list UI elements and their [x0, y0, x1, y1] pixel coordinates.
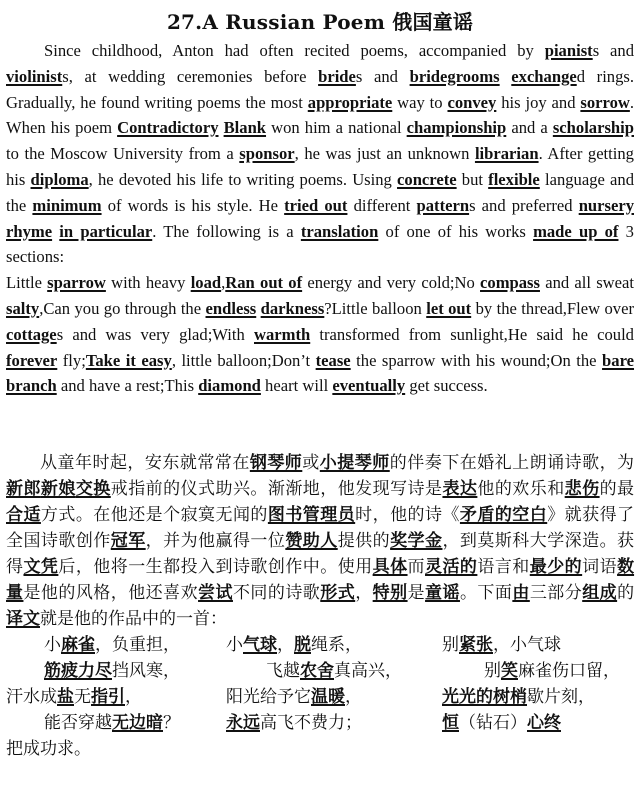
text-run: 从童年时起，安东就常常在 [40, 453, 250, 473]
text-run: 能否穿越 [44, 713, 112, 733]
vocabulary-word: bride [318, 66, 356, 86]
vocabulary-word: 表达 [442, 479, 478, 499]
text-run: ， [345, 687, 362, 707]
text-run: ， [125, 687, 142, 707]
vocabulary-word: bare [602, 350, 635, 370]
vocabulary-word: 终 [544, 713, 561, 733]
poem-line [6, 658, 634, 684]
text-run: won him a national [266, 118, 407, 138]
text-run: 阳光给予它 [226, 687, 311, 707]
vocabulary-word: 气球 [243, 635, 277, 655]
vocabulary-word: 温暖 [311, 687, 345, 707]
text-run: Little [6, 273, 48, 293]
text-run: s and [592, 41, 634, 60]
chinese-poem [6, 632, 634, 762]
text-run: 飞越 [266, 661, 300, 681]
vocabulary-word: 赞助人 [285, 531, 338, 551]
text-run: ？ [163, 713, 180, 733]
text-run: ，并为他赢得一位 [145, 531, 286, 551]
vocabulary-word: sparrow [47, 273, 106, 293]
vocabulary-word: 交换 [75, 479, 111, 499]
text-run: 提供的 [337, 531, 391, 551]
text-run: 小 [226, 635, 243, 655]
text-run: language and the [6, 169, 635, 215]
vocabulary-word: made up of [533, 221, 619, 241]
vocabulary-word: Blank [223, 118, 267, 138]
vocabulary-word: 永远 [226, 713, 260, 733]
text-run: s and preferred [469, 195, 579, 215]
text-run: of one of his works [378, 221, 534, 241]
vocabulary-word: sponsor [239, 144, 295, 164]
vocabulary-word: in particular [59, 221, 153, 241]
vocabulary-word: Contradictory [117, 118, 219, 138]
vocabulary-word: 最少的 [529, 557, 583, 577]
text-run: 高飞不费力； [260, 713, 362, 733]
vocabulary-word: 光光的 [442, 687, 493, 707]
text-run: ，负重担， [95, 635, 180, 655]
vocabulary-word: 由 [512, 583, 530, 603]
vocabulary-word: 脱 [294, 635, 311, 655]
vocabulary-word: eventually [332, 376, 406, 396]
vocabulary-word: 童谣 [425, 583, 460, 603]
vocabulary-word: tease [315, 350, 351, 370]
text-run: 他的欢乐和 [477, 479, 565, 499]
text-run: fly; [57, 350, 86, 370]
vocabulary-word: 形式 [320, 583, 356, 603]
vocabulary-word: 小提琴师 [319, 453, 390, 473]
vocabulary-word: diamond [198, 376, 261, 396]
vocabulary-word: rhyme [6, 221, 53, 241]
text-run: （钻石） [459, 713, 527, 733]
text-run: ，小气球 [493, 635, 561, 655]
poem-line [6, 632, 634, 658]
vocabulary-word: 农舍 [300, 661, 334, 681]
vocabulary-word: 无边暗 [112, 713, 163, 733]
vocabulary-word: 树梢 [493, 687, 527, 707]
text-run: 歇片刻， [527, 687, 595, 707]
text-run: 三部分 [529, 583, 583, 603]
text-run: , he was just an unknown [294, 144, 475, 164]
text-run: way to [392, 92, 448, 112]
vocabulary-word: 特别 [372, 583, 408, 603]
text-run: 词语 [582, 557, 618, 577]
vocabulary-word: 尝试 [198, 583, 233, 603]
english-text [6, 38, 634, 399]
vocabulary-word: 具体 [372, 557, 408, 577]
poem-verse [226, 632, 362, 658]
text-run: the sparrow with his wound;On the [350, 350, 603, 370]
chinese-paragraph [6, 450, 634, 632]
text-run: 绳系， [311, 635, 362, 655]
text-run: of words is his style. He [101, 195, 285, 215]
vocabulary-word: Ran out of [225, 273, 303, 293]
poem-line [6, 684, 634, 710]
text-run: different [347, 195, 417, 215]
vocabulary-word: exchange [511, 66, 577, 86]
vocabulary-word: championship [406, 118, 507, 138]
text-run: . When his poem [6, 92, 635, 138]
text-run: 别 [442, 635, 459, 655]
text-run: 挡风寒， [112, 661, 180, 681]
vocabulary-word: 灵活的 [425, 557, 478, 577]
vocabulary-word: 笑 [501, 661, 518, 681]
vocabulary-word: 麻雀 [61, 635, 95, 655]
text-run: 3 sections: [6, 221, 634, 267]
vocabulary-word: violinist [6, 66, 63, 86]
vocabulary-word: 钢琴师 [249, 453, 303, 473]
english-paragraph-1 [6, 38, 634, 270]
document-title: 27.A Russian Poem 俄国童谣 [166, 10, 474, 34]
text-run: and have a rest;This [56, 376, 199, 396]
vocabulary-word: convey [447, 92, 497, 112]
text-run: s, at wedding ceremonies before [62, 66, 319, 86]
text-run: 汗水成 [6, 687, 57, 707]
text-run: ?Little balloon [324, 298, 427, 318]
text-run: d rings. Gradually, he found writing poems the most [6, 66, 635, 112]
text-run: ,Can you go through the [39, 298, 206, 318]
text-run: 戒指前的仪式助兴。渐渐地，他发现写诗是 [110, 479, 443, 499]
text-run: 时，他的诗《 [355, 505, 460, 525]
text-run: 的最 [599, 479, 635, 499]
english-poem-paragraph [6, 270, 634, 399]
vocabulary-word: 盐 [57, 687, 74, 707]
text-run: and a [506, 118, 553, 138]
text-run: 麻雀伤口留， [518, 661, 620, 681]
poem-verse [442, 684, 595, 710]
vocabulary-word: 合适 [6, 505, 41, 525]
text-run: heart will [260, 376, 333, 396]
text-run: by the thread,Flew over [471, 298, 634, 318]
poem-verse [442, 710, 561, 736]
vocabulary-word: 数量 [6, 557, 635, 603]
text-run: energy and very cold;No [302, 273, 481, 293]
poem-verse [226, 684, 362, 710]
vocabulary-word: 心 [527, 713, 544, 733]
vocabulary-word: tried out [284, 195, 348, 215]
text-run: , he devoted his life to writing poems. Using [88, 169, 398, 189]
poem-verse [226, 710, 362, 736]
poem-verse [44, 710, 180, 736]
vocabulary-word: endless [205, 298, 257, 318]
vocabulary-word: forever [6, 350, 58, 370]
chinese-text [6, 450, 634, 632]
vocabulary-word: 组成 [582, 583, 618, 603]
text-run: but [456, 169, 489, 189]
vocabulary-word: 奖学金 [390, 531, 443, 551]
vocabulary-word: flexible [488, 169, 540, 189]
text-run: to the Moscow University from a [6, 144, 240, 164]
text-run: 是 [407, 583, 426, 603]
text-run: s and [355, 66, 410, 86]
text-run: . After getting his [6, 144, 634, 189]
text-run: ， [355, 583, 373, 603]
text-run: 不同的诗歌 [232, 583, 321, 603]
poem-line [6, 710, 634, 736]
text-run: 或 [302, 453, 320, 473]
vocabulary-word: 文凭 [23, 557, 59, 577]
text-run: ，到莫斯科大学深造。获得 [6, 531, 635, 577]
text-run: 无 [74, 687, 91, 707]
poem-verse [44, 632, 180, 658]
text-run: , little balloon;Don’t [171, 350, 316, 370]
text-run: 别 [484, 661, 501, 681]
vocabulary-word: warmth [254, 324, 311, 344]
vocabulary-word: 筋疲力尽 [44, 661, 112, 681]
vocabulary-word: 矛盾的空白 [459, 505, 548, 525]
poem-verse [442, 632, 561, 658]
text-run: his joy and [496, 92, 581, 112]
vocabulary-word: cottage [6, 324, 57, 344]
text-run: 而 [407, 557, 426, 577]
text-run: . The following is a [152, 221, 301, 241]
vocabulary-word: sorrow [580, 92, 630, 112]
vocabulary-word: 冠军 [110, 531, 146, 551]
vocabulary-word: pianist [544, 41, 593, 60]
vocabulary-word: 新娘 [40, 479, 76, 499]
text-run: 把成功求。 [6, 739, 91, 759]
text-run: transformed from sunlight,He said he could [310, 324, 634, 344]
vocabulary-word: 译文 [6, 609, 40, 629]
text-run: 是他的风格，他还喜欢 [23, 583, 199, 603]
vocabulary-word: 悲伤 [564, 479, 600, 499]
vocabulary-word: let out [426, 298, 472, 318]
vocabulary-word: pattern [416, 195, 470, 215]
vocabulary-word: compass [480, 273, 540, 293]
vocabulary-word: branch [6, 376, 57, 396]
text-run: with heavy [105, 273, 191, 293]
poem-verse [6, 684, 142, 710]
vocabulary-word: scholarship [552, 118, 634, 138]
vocabulary-word: Take it easy [85, 350, 172, 370]
vocabulary-word: 图书管理员 [267, 505, 356, 525]
text-run: 小 [44, 635, 61, 655]
vocabulary-word: 新郎 [6, 479, 41, 499]
vocabulary-word: concrete [397, 169, 457, 189]
text-run: 》就获得了全国诗歌创作 [6, 505, 635, 551]
vocabulary-word: diploma [30, 169, 89, 189]
poem-verse [44, 658, 180, 684]
vocabulary-word: librarian [474, 144, 539, 164]
text-run: 语言和 [477, 557, 530, 577]
text-run: 。下面 [459, 583, 513, 603]
text-run: ， [277, 635, 294, 655]
text-run: , [221, 273, 226, 293]
text-run: get success. [405, 376, 488, 396]
vocabulary-word: 紧张 [459, 635, 493, 655]
vocabulary-word: translation [300, 221, 379, 241]
vocabulary-word: load [190, 273, 222, 293]
vocabulary-word: appropriate [307, 92, 393, 112]
vocabulary-word: 恒 [442, 713, 459, 733]
text-run: 后，他将一生都投入到诗歌创作中。使用 [58, 557, 373, 577]
vocabulary-word: minimum [32, 195, 102, 215]
poem-verse [484, 658, 620, 684]
vocabulary-word: bridegrooms [409, 66, 500, 86]
poem-verse [266, 658, 402, 684]
text-run: s and was very glad;With [56, 324, 254, 344]
text-run: 就是他的作品中的一首： [40, 609, 227, 629]
text-run: Since childhood, Anton had often recited poems, accompanied by [44, 41, 545, 60]
poem-verse [6, 736, 91, 762]
text-run: 的伴奏下在婚礼上朗诵诗歌，为 [389, 453, 635, 473]
text-run: and all sweat [539, 273, 634, 293]
vocabulary-word: darkness [260, 298, 325, 318]
vocabulary-word: 指引 [91, 687, 125, 707]
text-run [500, 67, 512, 86]
text-run: 的 [617, 583, 635, 603]
poem-line [6, 736, 634, 762]
text-run: 方式。在他还是个寂寞无闻的 [40, 505, 268, 525]
vocabulary-word: salty [6, 298, 40, 318]
vocabulary-word: nursery [578, 195, 634, 215]
text-run: 真高兴， [334, 661, 402, 681]
